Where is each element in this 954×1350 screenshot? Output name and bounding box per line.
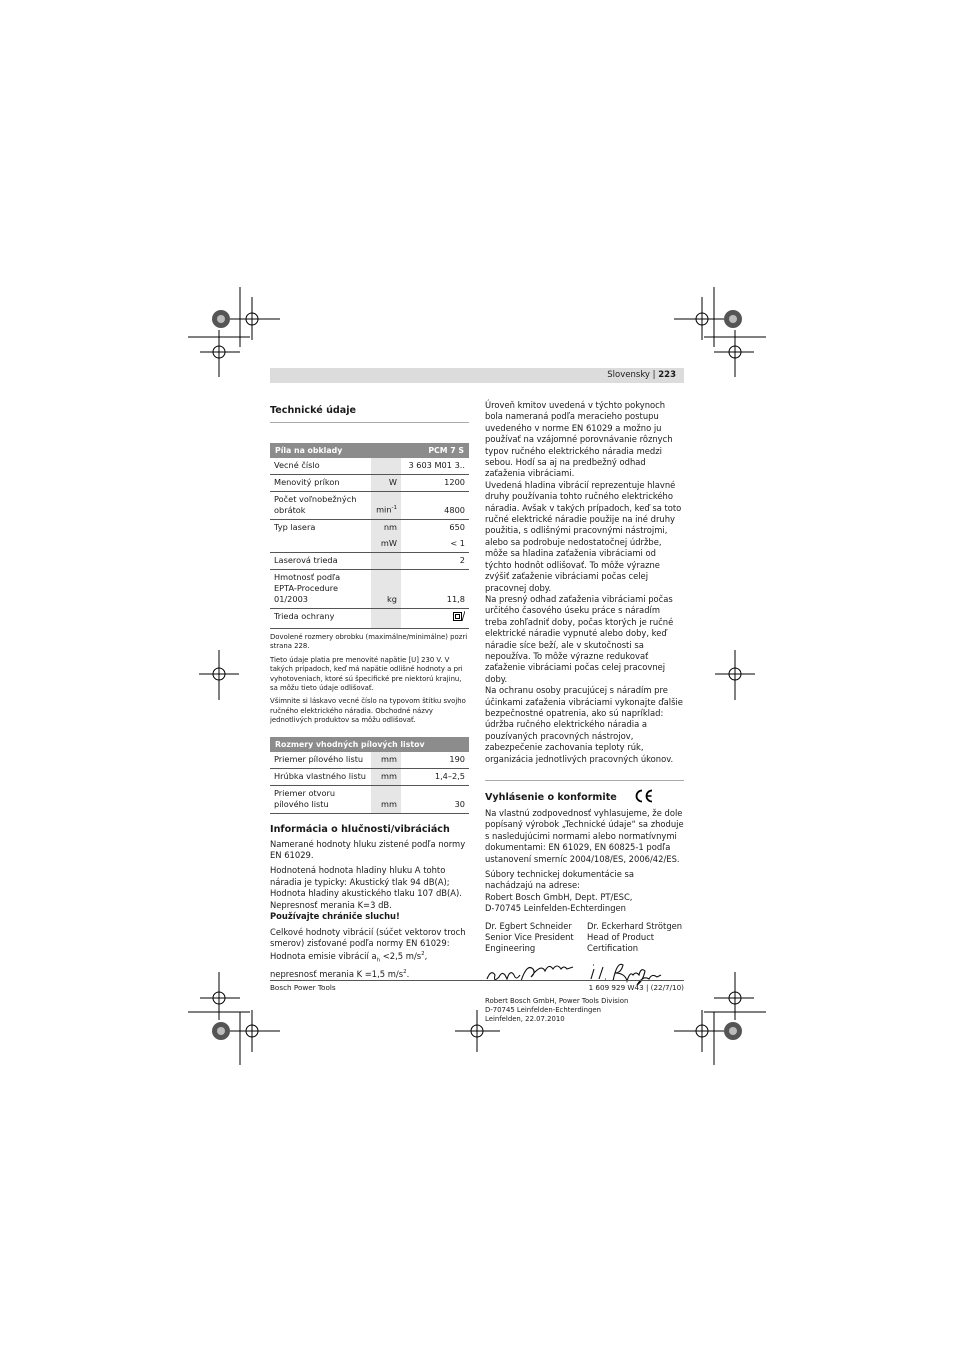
table-row (270, 609, 469, 629)
row-label: Hmotnosť podľa EPTA-Procedure 01/2003 (270, 570, 371, 609)
table-row (270, 553, 469, 570)
row-value: 3 603 M01 3.. (401, 458, 469, 475)
conformity-address-line: D-70745 Leinfelden-Echterdingen (485, 903, 626, 914)
signer-line: Dr. Eckerhard Strötgen (587, 920, 683, 931)
blades-col-label: Rozmery vhodných pílových listov (270, 735, 469, 752)
row-value: 11,8 (401, 570, 469, 609)
noise-p3-text: , nepresnosť merania K =1,5 m/s (270, 951, 428, 979)
table-row (270, 570, 469, 609)
signer-line: Dr. Egbert Schneider (485, 920, 572, 931)
company-address-line: Leinfelden, 22.07.2010 (485, 1014, 565, 1023)
row-label: Typ lasera (274, 522, 316, 532)
note: Dovolené rozmery obrobku (maximálne/minimálne) pozri strana 228. (270, 633, 468, 651)
row-unit: mW (371, 536, 401, 553)
row-label: Vecné číslo (270, 458, 371, 475)
row-label: Priemer pílového listu (270, 752, 371, 769)
row-label: Trieda ochrany (274, 611, 335, 621)
row-unit: W (371, 475, 401, 492)
noise-p3-sup: 2 (403, 969, 407, 976)
page-header (270, 368, 684, 383)
note: Všimnite si láskavo vecné číslo na typovom štítku svojho ručného elektrického náradia. Obchodné názvy jednotlivých produktov sa môžu odlišovať. (270, 697, 466, 725)
protection-class-2-icon (453, 611, 465, 622)
row-unit: mm (371, 768, 401, 785)
blades-table (270, 734, 469, 814)
ce-mark-icon (634, 789, 654, 803)
signer-2 (587, 921, 682, 955)
noise-heading: Informácia o hlučnosti/vibráciách (270, 823, 450, 835)
row-label: Laserová trieda (270, 553, 371, 570)
tech-col-label: Píla na obklady (270, 443, 401, 458)
noise-warning: Používajte chrániče sluchu! (270, 911, 400, 922)
signer-1 (485, 921, 587, 955)
right-column (485, 400, 684, 1024)
conformity-p1: Na vlastnú zodpovednosť vyhlasujeme, že dole popísaný výrobok „Technické údaje“ sa zhoduje s nasledujúcimi normami alebo normatívnymi dokumentami: EN 61029, EN 60825-1 podľa ustanovení smerníc 2004/108/ES, 2006/42/ES. (485, 808, 684, 864)
row-value: 4800 (401, 492, 469, 520)
page-number: 223 (658, 370, 676, 380)
row-unit (371, 458, 401, 475)
row-label: Hrúbka vlastného listu (270, 768, 371, 785)
table-row (270, 520, 469, 537)
page-footer (270, 980, 684, 992)
left-column (270, 400, 469, 980)
noise-p3-sub: h (376, 957, 381, 964)
row-value: 650 (449, 522, 465, 532)
tech-table (270, 443, 469, 628)
row-value: 1,4–2,5 (401, 768, 469, 785)
header-separator: | (652, 370, 656, 380)
tech-notes (270, 633, 469, 726)
row-unit (371, 553, 401, 570)
signer-line: Certification (587, 943, 639, 954)
row-label: Priemer otvoru pílového listu (270, 785, 371, 813)
note: Tieto údaje platia pre menovité napätie [U] 230 V. V takých prípadoch, keď má napätie odlišné hodnoty a pri vyhotoveniach, ktoré sú špecifické pre niektorú krajinu, sa môžu tieto údaje odlišovať. (270, 655, 463, 693)
signers (485, 921, 684, 955)
vibration-p3: Na presný odhad zaťaženia vibráciami počas určitého časového úseku práce s náradím treba zohľadniť doby, počas ktorých je ručné elektrické náradie vypnuté alebo doby, keď náradie síce beží, ale v skutočnosti sa nepoužíva. To môže výrazne redukovať zaťaženie vibráciami počas celej pracovnej doby. (485, 593, 674, 684)
noise-p3-text: . (406, 968, 410, 979)
conformity-address-line: Robert Bosch GmbH, Dept. PT/ESC, (485, 891, 633, 902)
row-value: < 1 (401, 536, 469, 553)
conformity-heading: Vyhlásenie o konformite (485, 792, 617, 803)
row-value (401, 609, 469, 629)
conformity-p2: Súbory technickej dokumentácie sa nachádzajú na adrese: (485, 869, 635, 891)
signer-line: Senior Vice President (485, 932, 574, 943)
row-value: 30 (401, 785, 469, 813)
row-unit: mm (371, 785, 401, 813)
table-row (270, 536, 469, 553)
footer-right: 1 609 929 W43 | (22/7/10) (588, 983, 684, 992)
vibration-p2: Uvedená hladina vibrácií reprezentuje hlavné druhy používania tohto ručného elektrického náradia. Avšak v takých prípadoch, keď sa toto ručné elektrické náradie použije na iné druhy použitia, s odlišnými pracovnými nástrojmi, alebo sa podrobuje nedostatočnej údržbe, môže sa hladina zaťaženia vibráciami od týchto hodnôt odlišovať. To môže výrazne zvýšiť zaťaženie vibráciami počas celej pracovnej doby. (485, 479, 682, 593)
conformity-title-row (485, 785, 684, 804)
table-row (270, 475, 469, 492)
row-value: 2 (401, 553, 469, 570)
table-row (270, 752, 469, 769)
company-address-line: Robert Bosch GmbH, Power Tools Division (485, 996, 629, 1005)
tech-heading: Technické údaje (270, 405, 357, 416)
row-value: 190 (401, 752, 469, 769)
footer-left: Bosch Power Tools (270, 983, 336, 992)
table-row (270, 458, 469, 475)
company-address-line: D-70745 Leinfelden-Echterdingen (485, 1005, 601, 1014)
row-unit (371, 492, 401, 520)
vibration-p1: Úroveň kmitov uvedená v týchto pokynoch bola nameraná podľa meracieho postupu uvedeného v norme EN 61029 a možno ju používať na vzájomné porovnávanie rôznych typov ručného elektrického náradia medzi sebou. Hodí sa aj na predbežný odhad zaťaženia vibráciami. (485, 400, 673, 479)
row-unit (371, 609, 401, 629)
row-unit-sup: -1 (391, 505, 397, 512)
noise-p3 (270, 927, 469, 981)
blades-table-header (270, 735, 469, 752)
header-label (607, 370, 676, 380)
noise-p3-sup: 2 (421, 951, 425, 958)
table-row (270, 785, 469, 813)
noise-p3-text: Celkové hodnoty vibrácií (súčet vektorov troch smerov) zisťované podľa normy EN 61029: Hodnota emisie vibrácií a (270, 926, 466, 962)
signer-line: Engineering (485, 943, 536, 954)
noise-p2: Hodnotená hodnota hladiny hluku A tohto náradia je typicky: Akustický tlak 94 dB(A); Hodnota hladiny akustického tlaku 107 dB(A). Nepresnosť merania K=3 dB. (270, 865, 462, 910)
row-unit: mm (371, 752, 401, 769)
tech-table-header (270, 443, 469, 458)
table-row (270, 768, 469, 785)
row-label: Počet voľnobežných obrátok (270, 492, 371, 520)
row-unit: kg (371, 570, 401, 609)
signer-line: Head of Product (587, 932, 655, 943)
tech-col-model: PCM 7 S (401, 443, 469, 458)
noise-p3-text: <2,5 m/s (380, 951, 422, 962)
vibration-p4: Na ochranu osoby pracujúcej s náradím pre účinkami zaťaženia vibráciami vykonajte ďalšie bezpečnostné opatrenia, ako sú napríklad: údržba ručného elektrického náradia a pouzívaných pracovných nástrojov, zabezpečenie zachovania teploty rúk, organizácia jednotlivých pracovných úkonov. (485, 685, 683, 764)
header-language: Slovensky (607, 370, 650, 380)
row-value: 1200 (401, 475, 469, 492)
row-unit: nm (371, 520, 401, 537)
row-label: Menovitý príkon (270, 475, 371, 492)
row-unit-text: min (376, 505, 392, 515)
table-row (270, 492, 469, 520)
noise-p1: Namerané hodnoty hluku zistené podľa normy EN 61029. (270, 838, 466, 861)
